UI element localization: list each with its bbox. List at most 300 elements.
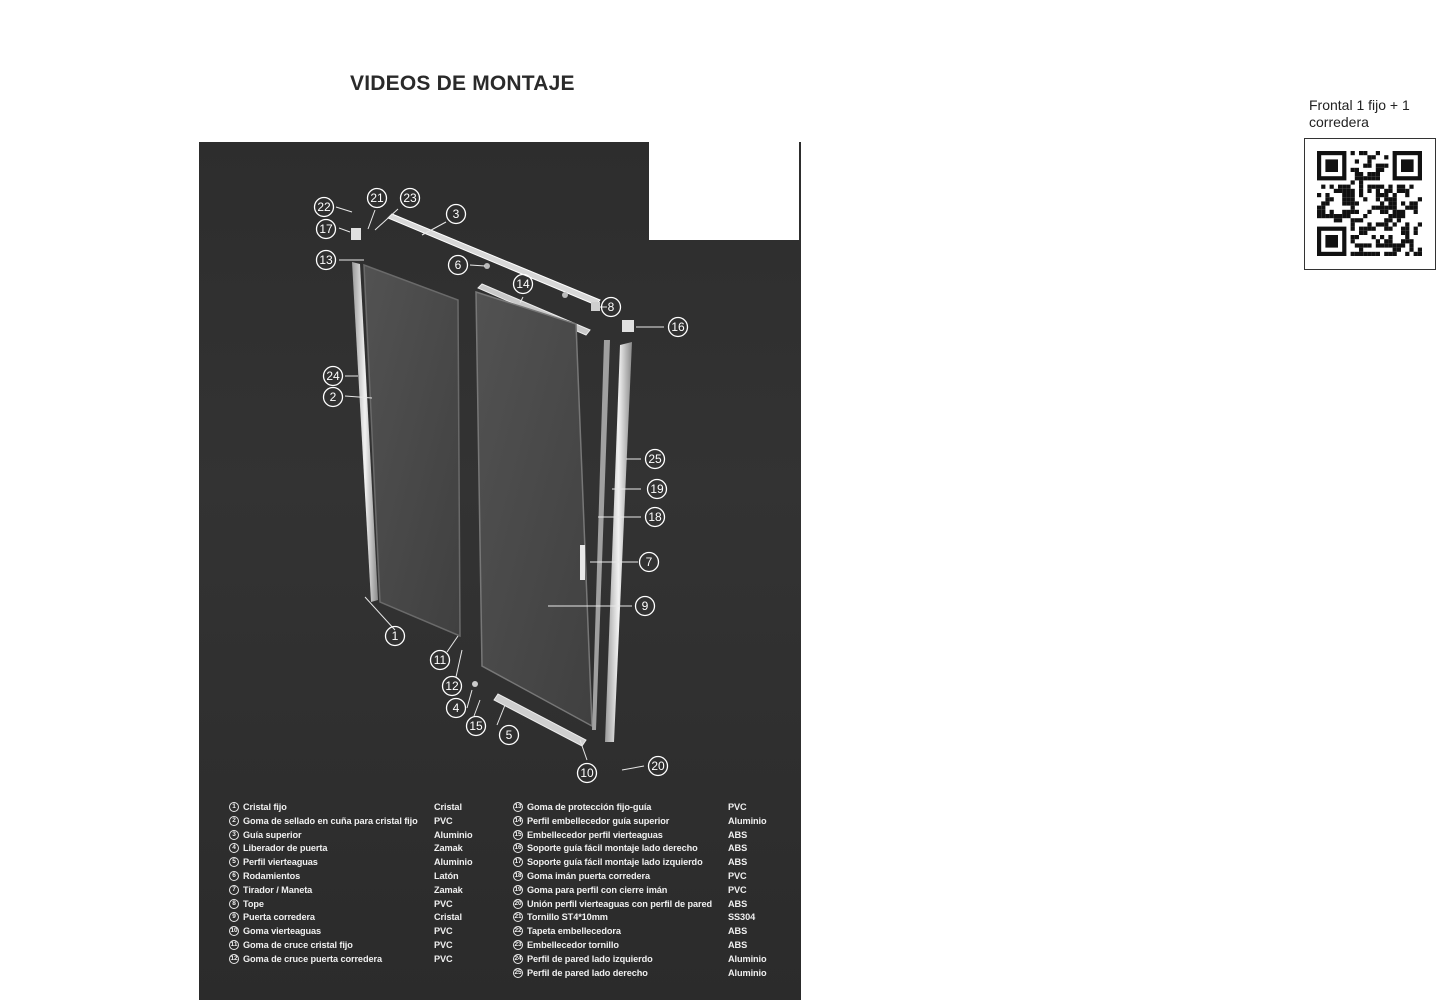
qr-module — [1384, 239, 1388, 243]
qr-module — [1342, 210, 1346, 214]
qr-module — [1376, 193, 1380, 197]
qr-module — [1393, 214, 1397, 218]
legend-number: 21 — [514, 913, 522, 921]
qr-module — [1388, 206, 1392, 210]
qr-module — [1367, 189, 1371, 193]
qr-module — [1397, 189, 1401, 193]
qr-module — [1321, 214, 1325, 218]
qr-module — [1363, 214, 1367, 218]
qr-module — [1317, 206, 1321, 210]
qr-module — [1409, 185, 1413, 189]
qr-module — [1380, 222, 1384, 226]
legend-item — [513, 884, 783, 898]
qr-module — [1409, 206, 1413, 210]
qr-module — [1330, 185, 1334, 189]
callout-4 — [447, 699, 466, 718]
qr-module — [1359, 243, 1363, 247]
qr-module — [1351, 218, 1355, 222]
legend-label: Perfil de pared lado derecho — [527, 967, 648, 978]
qr-module — [1372, 252, 1376, 256]
qr-module — [1409, 239, 1413, 243]
qr-module — [1380, 164, 1384, 168]
legend-label: Embellecedor perfil vierteaguas — [527, 829, 663, 840]
callout-11-label: 11 — [433, 653, 447, 667]
qr-module — [1355, 176, 1359, 180]
parts-legend-left — [229, 801, 509, 967]
callout-25-label: 25 — [648, 452, 662, 466]
qr-module — [1401, 201, 1405, 205]
callout-15-label: 15 — [469, 719, 483, 733]
qr-module — [1359, 252, 1363, 256]
legend-number: 16 — [514, 844, 522, 852]
legend-label: Rodamientos — [243, 870, 301, 881]
qr-module — [1359, 189, 1363, 193]
qr-module — [1359, 231, 1363, 235]
callout-13-label: 13 — [319, 253, 333, 267]
legend-item — [229, 801, 509, 815]
legend-label: Unión perfil vierteaguas con perfil de pared — [527, 898, 713, 909]
qr-module — [1388, 239, 1392, 243]
qr-module — [1351, 206, 1355, 210]
legend-number: 9 — [229, 912, 239, 922]
qr-module — [1351, 189, 1355, 193]
qr-module — [1325, 193, 1329, 197]
fixed-glass — [364, 265, 460, 636]
qr-module — [1376, 176, 1380, 180]
callout-6 — [449, 256, 468, 275]
qr-module — [1380, 185, 1384, 189]
qr-module — [1317, 214, 1321, 218]
qr-module — [1367, 155, 1371, 159]
legend-number: 2 — [229, 816, 239, 826]
legend-label: Perfil embellecedor guía superior — [527, 815, 670, 826]
legend-item — [229, 856, 509, 870]
legend-number: 22 — [514, 927, 522, 935]
qr-module — [1418, 252, 1422, 256]
qr-module — [1384, 164, 1388, 168]
callout-18-label: 18 — [648, 510, 662, 524]
legend-label: Liberador de puerta — [243, 843, 328, 854]
callout-10 — [578, 764, 597, 783]
legend-number: 18 — [514, 871, 522, 879]
legend-item — [229, 842, 509, 856]
qr-module — [1355, 201, 1359, 205]
qr-module — [1338, 189, 1342, 193]
qr-module — [1388, 197, 1392, 201]
qr-module — [1338, 214, 1342, 218]
qr-module — [1409, 248, 1413, 252]
legend-number: 17 — [514, 858, 522, 866]
legend-material: ABS — [728, 926, 748, 937]
legend-material: ABS — [728, 939, 748, 950]
qr-module — [1359, 151, 1363, 155]
qr-module — [1342, 201, 1346, 205]
legend-label: Tornillo ST4*10mm — [527, 912, 608, 923]
qr-module — [1397, 185, 1401, 189]
qr-module — [1355, 172, 1359, 176]
qr-module — [1384, 227, 1388, 231]
callout-11 — [431, 651, 450, 670]
qr-module — [1380, 201, 1384, 205]
legend-label: Goma para perfil con cierre imán — [527, 884, 668, 895]
legend-item — [229, 815, 509, 829]
legend-item — [513, 815, 783, 829]
qr-module — [1363, 243, 1367, 247]
callout-24-label: 24 — [326, 369, 340, 383]
legend-material: Aluminio — [728, 967, 767, 978]
qr-module — [1405, 222, 1409, 226]
qr-module — [1330, 210, 1334, 214]
legend-item — [513, 911, 783, 925]
qr-module — [1405, 239, 1409, 243]
qr-module — [1367, 159, 1371, 163]
callout-16-label: 16 — [671, 320, 685, 334]
qr-module — [1342, 185, 1346, 189]
qr-module — [1384, 252, 1388, 256]
callout-12-label: 12 — [445, 679, 459, 693]
qr-module — [1397, 218, 1401, 222]
legend-item — [513, 898, 783, 912]
legend-material: ABS — [728, 843, 748, 854]
qr-module — [1346, 201, 1350, 205]
qr-module — [1376, 222, 1380, 226]
qr-module — [1334, 214, 1338, 218]
qr-module — [1397, 210, 1401, 214]
qr-module — [1388, 227, 1392, 231]
qr-module — [1359, 248, 1363, 252]
qr-module — [1380, 210, 1384, 214]
callout-7-label: 7 — [645, 555, 653, 569]
callout-7 — [640, 553, 659, 572]
qr-module — [1418, 197, 1422, 201]
qr-module — [1405, 189, 1409, 193]
qr-module — [1376, 164, 1380, 168]
legend-material: Aluminio — [728, 815, 767, 826]
legend-material: ABS — [728, 829, 748, 840]
qr-finder — [1325, 159, 1338, 172]
qr-module — [1405, 227, 1409, 231]
legend-material: Zamak — [434, 884, 463, 895]
qr-module — [1418, 222, 1422, 226]
legend-number: 24 — [514, 954, 522, 962]
callout-8-label: 8 — [607, 300, 615, 314]
qr-module — [1330, 197, 1334, 201]
legend-item — [229, 925, 509, 939]
qr-module — [1317, 210, 1321, 214]
qr-module — [1351, 193, 1355, 197]
qr-module — [1401, 185, 1405, 189]
legend-item — [513, 939, 783, 953]
qr-module — [1393, 201, 1397, 205]
legend-number: 14 — [514, 816, 522, 824]
legend-label: Tope — [243, 898, 264, 909]
qr-module — [1376, 185, 1380, 189]
legend-label: Goma de cruce cristal fijo — [243, 939, 353, 950]
legend-label: Cristal fijo — [243, 802, 287, 812]
qr-module — [1414, 210, 1418, 214]
callout-2-label: 2 — [329, 390, 337, 404]
legend-item — [513, 856, 783, 870]
legend-material: PVC — [434, 939, 453, 950]
qr-module — [1321, 185, 1325, 189]
legend-item — [513, 801, 783, 815]
qr-module — [1384, 155, 1388, 159]
qr-module — [1351, 222, 1355, 226]
qr-module — [1384, 189, 1388, 193]
legend-item — [513, 842, 783, 856]
legend-item — [513, 967, 783, 981]
legend-number: 19 — [514, 885, 522, 893]
legend-material: ABS — [728, 857, 748, 868]
legend-item — [229, 870, 509, 884]
legend-material: Aluminio — [434, 829, 473, 840]
qr-module — [1401, 214, 1405, 218]
legend-number: 6 — [229, 871, 239, 881]
legend-item — [513, 829, 783, 843]
end-stop — [591, 302, 600, 311]
qr-module — [1380, 243, 1384, 247]
legend-number: 4 — [229, 843, 239, 853]
qr-module — [1325, 201, 1329, 205]
qr-module — [1342, 193, 1346, 197]
legend-label: Puerta corredera — [243, 912, 315, 923]
legend-item — [229, 939, 509, 953]
callout-10-label: 10 — [580, 766, 594, 780]
legend-number: 12 — [230, 954, 238, 962]
qr-module — [1330, 214, 1334, 218]
qr-module — [1351, 235, 1355, 239]
callout-12 — [443, 677, 462, 696]
legend-item — [229, 884, 509, 898]
callout-14 — [514, 275, 533, 294]
callout-23 — [401, 189, 420, 208]
qr-module — [1325, 214, 1329, 218]
legend-label: Guía superior — [243, 829, 302, 840]
callout-5 — [500, 726, 519, 745]
qr-module — [1355, 159, 1359, 163]
legend-material: Cristal — [434, 802, 462, 812]
legend-number: 8 — [229, 899, 239, 909]
rollers-b — [562, 292, 568, 298]
callout-21-label: 21 — [370, 191, 384, 205]
qr-module — [1321, 206, 1325, 210]
qr-module — [1393, 222, 1397, 226]
qr-module — [1393, 252, 1397, 256]
callout-15 — [467, 717, 486, 736]
legend-label: Goma de sellado en cuña para cristal fijo — [243, 815, 418, 826]
callout-1-label: 1 — [391, 629, 399, 643]
callout-5-label: 5 — [505, 728, 513, 742]
qr-module — [1363, 164, 1367, 168]
qr-module — [1414, 227, 1418, 231]
bracket-left — [351, 228, 361, 240]
legend-material: PVC — [728, 802, 747, 812]
qr-module — [1372, 176, 1376, 180]
qr-module — [1384, 218, 1388, 222]
legend-label: Embellecedor tornillo — [527, 939, 619, 950]
qr-module — [1351, 252, 1355, 256]
qr-module — [1367, 176, 1371, 180]
legend-label: Tapeta embellecedora — [527, 926, 621, 937]
qr-module — [1393, 197, 1397, 201]
qr-module — [1342, 197, 1346, 201]
qr-module — [1321, 201, 1325, 205]
callout-2 — [324, 388, 343, 407]
qr-module — [1376, 151, 1380, 155]
legend-label: Perfil de pared lado izquierdo — [527, 953, 653, 964]
qr-module — [1376, 206, 1380, 210]
qr-module — [1359, 185, 1363, 189]
legend-material: Zamak — [434, 843, 463, 854]
qr-module — [1355, 218, 1359, 222]
qr-module — [1355, 252, 1359, 256]
qr-module — [1367, 210, 1371, 214]
qr-module — [1380, 235, 1384, 239]
qr-module — [1409, 243, 1413, 247]
qr-module — [1351, 180, 1355, 184]
legend-item — [229, 898, 509, 912]
qr-module — [1346, 214, 1350, 218]
qr-module — [1372, 155, 1376, 159]
qr-module — [1334, 189, 1338, 193]
qr-module — [1372, 185, 1376, 189]
qr-module — [1388, 243, 1392, 247]
qr-module — [1359, 218, 1363, 222]
qr-module — [1351, 227, 1355, 231]
legend-material: PVC — [728, 884, 747, 895]
callout-16 — [669, 318, 688, 337]
qr-module — [1346, 193, 1350, 197]
legend-label: Perfil vierteaguas — [243, 857, 318, 868]
legend-material: ABS — [728, 898, 748, 909]
parts-legend-right — [513, 801, 783, 980]
callout-17 — [317, 220, 336, 239]
qr-module — [1388, 214, 1392, 218]
callout-24 — [324, 367, 343, 386]
legend-item — [229, 829, 509, 843]
legend-number: 7 — [229, 885, 239, 895]
qr-finder — [1401, 159, 1414, 172]
legend-number: 20 — [514, 899, 522, 907]
callout-18 — [646, 508, 665, 527]
qr-module — [1384, 197, 1388, 201]
qr-module — [1409, 201, 1413, 205]
callout-19 — [648, 480, 667, 499]
qr-module — [1338, 218, 1342, 222]
legend-material: Cristal — [434, 912, 462, 923]
qr-module — [1397, 243, 1401, 247]
legend-material: Latón — [434, 870, 459, 881]
legend-label: Goma de cruce puerta corredera — [243, 953, 382, 964]
qr-module — [1372, 227, 1376, 231]
qr-module — [1367, 252, 1371, 256]
qr-module — [1351, 239, 1355, 243]
legend-number: 15 — [514, 830, 522, 838]
legend-item — [513, 953, 783, 967]
qr-module — [1384, 206, 1388, 210]
qr-module — [1376, 189, 1380, 193]
callout-19-label: 19 — [650, 482, 664, 496]
qr-module — [1338, 185, 1342, 189]
qr-module — [1376, 168, 1380, 172]
qr-module — [1355, 235, 1359, 239]
qr-module — [1397, 248, 1401, 252]
qr-module — [1418, 248, 1422, 252]
legend-label: Goma de protección fijo-guía — [527, 802, 652, 812]
sliding-door — [476, 292, 592, 726]
qr-code[interactable] — [1304, 138, 1436, 270]
qr-module — [1401, 239, 1405, 243]
qr-module — [1363, 227, 1367, 231]
callout-14-label: 14 — [516, 277, 530, 291]
legend-material: PVC — [434, 815, 453, 826]
qr-module — [1401, 231, 1405, 235]
legend-material: PVC — [728, 870, 747, 881]
qr-module — [1367, 227, 1371, 231]
qr-module — [1376, 172, 1380, 176]
qr-module — [1393, 243, 1397, 247]
qr-module — [1367, 185, 1371, 189]
qr-module — [1401, 243, 1405, 247]
qr-module — [1397, 214, 1401, 218]
page-title: VIDEOS DE MONTAJE — [350, 72, 575, 95]
qr-module — [1388, 218, 1392, 222]
qr-module — [1393, 193, 1397, 197]
bracket-right — [622, 320, 634, 332]
qr-module — [1372, 172, 1376, 176]
legend-item — [513, 870, 783, 884]
qr-module — [1414, 206, 1418, 210]
qr-module — [1405, 206, 1409, 210]
qr-module — [1334, 218, 1338, 222]
qr-module — [1367, 222, 1371, 226]
qr-finder — [1325, 235, 1338, 248]
legend-number: 11 — [230, 940, 238, 948]
callout-17-label: 17 — [319, 222, 333, 236]
legend-number: 25 — [514, 968, 522, 976]
qr-module — [1393, 210, 1397, 214]
door-release — [472, 681, 478, 687]
qr-module — [1351, 151, 1355, 155]
callout-3-label: 3 — [452, 207, 460, 221]
legend-material: SS304 — [728, 912, 756, 923]
qr-module — [1384, 193, 1388, 197]
legend-label: Tirador / Maneta — [243, 884, 313, 895]
qr-module — [1359, 180, 1363, 184]
legend-material: Aluminio — [434, 857, 473, 868]
qr-module — [1414, 252, 1418, 256]
callout-25 — [646, 450, 665, 469]
legend-item — [513, 925, 783, 939]
qr-module — [1359, 193, 1363, 197]
qr-module — [1359, 176, 1363, 180]
qr-module — [1388, 185, 1392, 189]
callout-6-label: 6 — [454, 258, 462, 272]
legend-item — [229, 911, 509, 925]
qr-module — [1346, 185, 1350, 189]
qr-module — [1317, 193, 1321, 197]
qr-module — [1380, 206, 1384, 210]
legend-label: Goma vierteaguas — [243, 926, 322, 937]
legend-label: Soporte guía fácil montaje lado derecho — [527, 843, 698, 854]
callout-23-label: 23 — [403, 191, 417, 205]
legend-item — [229, 953, 509, 967]
callout-3 — [447, 205, 466, 224]
qr-module — [1351, 197, 1355, 201]
legend-number: 5 — [229, 857, 239, 867]
qr-module — [1376, 243, 1380, 247]
callout-9-label: 9 — [641, 599, 649, 613]
